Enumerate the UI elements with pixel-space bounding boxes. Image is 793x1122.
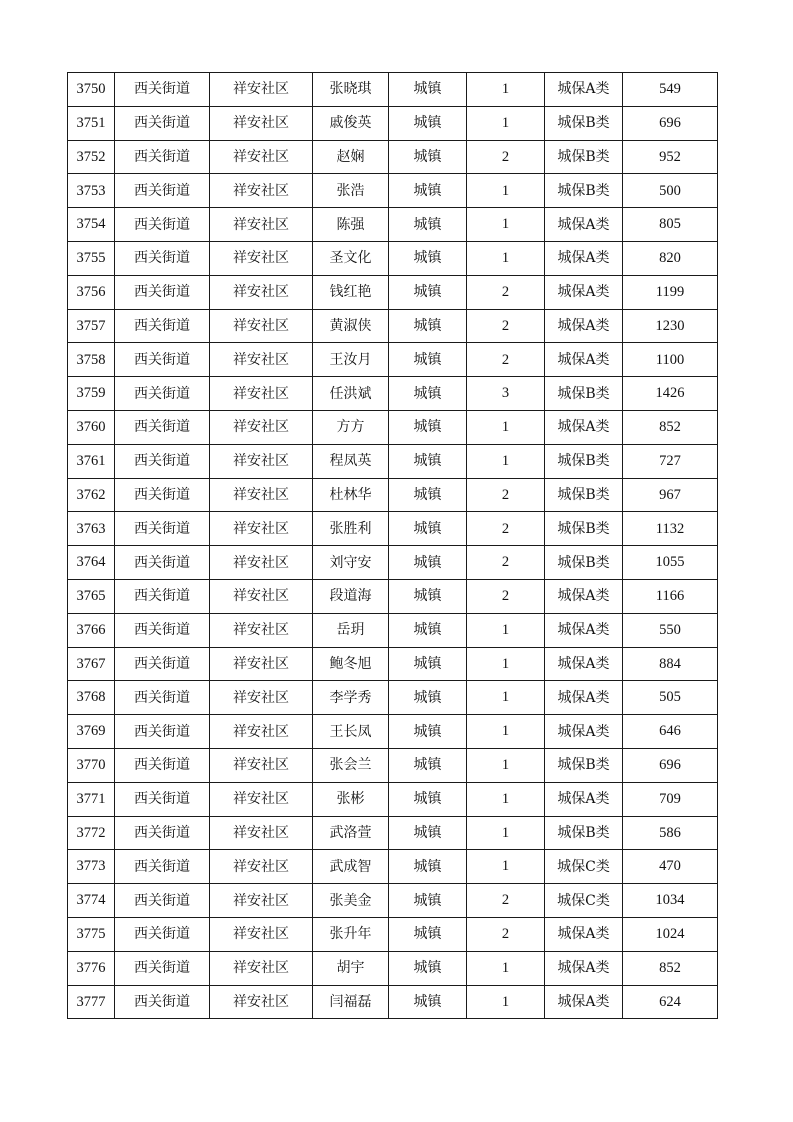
- area-type-cell: 城镇: [389, 884, 467, 918]
- community-cell: 祥安社区: [210, 647, 313, 681]
- household-size-cell: 2: [467, 343, 545, 377]
- area-type-cell: 城镇: [389, 309, 467, 343]
- insurance-category-cell: 城保B类: [545, 377, 623, 411]
- serial-number-cell: 3767: [68, 647, 115, 681]
- area-type-cell: 城镇: [389, 241, 467, 275]
- community-cell: 祥安社区: [210, 850, 313, 884]
- area-type-cell: 城镇: [389, 174, 467, 208]
- subdistrict-cell: 西关街道: [115, 917, 210, 951]
- subdistrict-cell: 西关街道: [115, 613, 210, 647]
- insurance-category-cell: 城保A类: [545, 579, 623, 613]
- table-row: [68, 478, 718, 512]
- serial-number-cell: 3764: [68, 546, 115, 580]
- amount-cell: 550: [623, 613, 718, 647]
- amount-cell: 696: [623, 106, 718, 140]
- table-row: [68, 715, 718, 749]
- insurance-category-cell: 城保A类: [545, 241, 623, 275]
- community-cell: 祥安社区: [210, 140, 313, 174]
- name-cell: 张会兰: [313, 748, 389, 782]
- amount-cell: 646: [623, 715, 718, 749]
- area-type-cell: 城镇: [389, 140, 467, 174]
- community-cell: 祥安社区: [210, 816, 313, 850]
- area-type-cell: 城镇: [389, 951, 467, 985]
- name-cell: 鲍冬旭: [313, 647, 389, 681]
- insurance-category-cell: 城保A类: [545, 343, 623, 377]
- table-row: [68, 748, 718, 782]
- table-row: [68, 917, 718, 951]
- amount-cell: 820: [623, 241, 718, 275]
- subdistrict-cell: 西关街道: [115, 647, 210, 681]
- insurance-category-cell: 城保B类: [545, 816, 623, 850]
- name-cell: 段道海: [313, 579, 389, 613]
- area-type-cell: 城镇: [389, 850, 467, 884]
- name-cell: 王长凤: [313, 715, 389, 749]
- household-size-cell: 1: [467, 241, 545, 275]
- subdistrict-cell: 西关街道: [115, 985, 210, 1019]
- community-cell: 祥安社区: [210, 917, 313, 951]
- subdistrict-cell: 西关街道: [115, 546, 210, 580]
- serial-number-cell: 3756: [68, 275, 115, 309]
- household-size-cell: 1: [467, 816, 545, 850]
- name-cell: 张胜利: [313, 512, 389, 546]
- household-size-cell: 3: [467, 377, 545, 411]
- community-cell: 祥安社区: [210, 174, 313, 208]
- table-row: [68, 850, 718, 884]
- name-cell: 刘守安: [313, 546, 389, 580]
- name-cell: 程凤英: [313, 444, 389, 478]
- insurance-category-cell: 城保A类: [545, 951, 623, 985]
- insurance-category-cell: 城保A类: [545, 208, 623, 242]
- area-type-cell: 城镇: [389, 782, 467, 816]
- subdistrict-cell: 西关街道: [115, 850, 210, 884]
- community-cell: 祥安社区: [210, 985, 313, 1019]
- subdistrict-cell: 西关街道: [115, 241, 210, 275]
- community-cell: 祥安社区: [210, 884, 313, 918]
- serial-number-cell: 3770: [68, 748, 115, 782]
- name-cell: 张彬: [313, 782, 389, 816]
- name-cell: 武洛萱: [313, 816, 389, 850]
- household-size-cell: 2: [467, 140, 545, 174]
- amount-cell: 624: [623, 985, 718, 1019]
- subdistrict-cell: 西关街道: [115, 512, 210, 546]
- area-type-cell: 城镇: [389, 478, 467, 512]
- amount-cell: 1166: [623, 579, 718, 613]
- area-type-cell: 城镇: [389, 681, 467, 715]
- subdistrict-cell: 西关街道: [115, 140, 210, 174]
- table-row: [68, 140, 718, 174]
- serial-number-cell: 3762: [68, 478, 115, 512]
- community-cell: 祥安社区: [210, 951, 313, 985]
- amount-cell: 1055: [623, 546, 718, 580]
- subdistrict-cell: 西关街道: [115, 377, 210, 411]
- subdistrict-cell: 西关街道: [115, 951, 210, 985]
- community-cell: 祥安社区: [210, 241, 313, 275]
- insurance-category-cell: 城保C类: [545, 850, 623, 884]
- amount-cell: 1426: [623, 377, 718, 411]
- serial-number-cell: 3754: [68, 208, 115, 242]
- community-cell: 祥安社区: [210, 681, 313, 715]
- household-size-cell: 1: [467, 73, 545, 107]
- household-size-cell: 1: [467, 715, 545, 749]
- subdistrict-cell: 西关街道: [115, 275, 210, 309]
- subdistrict-cell: 西关街道: [115, 681, 210, 715]
- insurance-category-cell: 城保A类: [545, 715, 623, 749]
- insurance-category-cell: 城保B类: [545, 512, 623, 546]
- household-size-cell: 1: [467, 410, 545, 444]
- area-type-cell: 城镇: [389, 715, 467, 749]
- area-type-cell: 城镇: [389, 106, 467, 140]
- serial-number-cell: 3755: [68, 241, 115, 275]
- household-size-cell: 2: [467, 478, 545, 512]
- amount-cell: 1024: [623, 917, 718, 951]
- community-cell: 祥安社区: [210, 377, 313, 411]
- serial-number-cell: 3774: [68, 884, 115, 918]
- insurance-category-cell: 城保B类: [545, 748, 623, 782]
- community-cell: 祥安社区: [210, 748, 313, 782]
- household-size-cell: 1: [467, 174, 545, 208]
- community-cell: 祥安社区: [210, 782, 313, 816]
- table-row: [68, 512, 718, 546]
- serial-number-cell: 3761: [68, 444, 115, 478]
- amount-cell: 500: [623, 174, 718, 208]
- table-row: [68, 444, 718, 478]
- household-size-cell: 1: [467, 748, 545, 782]
- subdistrict-cell: 西关街道: [115, 715, 210, 749]
- serial-number-cell: 3766: [68, 613, 115, 647]
- community-cell: 祥安社区: [210, 444, 313, 478]
- household-size-cell: 1: [467, 444, 545, 478]
- community-cell: 祥安社区: [210, 478, 313, 512]
- serial-number-cell: 3758: [68, 343, 115, 377]
- table-row: [68, 377, 718, 411]
- serial-number-cell: 3752: [68, 140, 115, 174]
- area-type-cell: 城镇: [389, 343, 467, 377]
- subdistrict-cell: 西关街道: [115, 782, 210, 816]
- name-cell: 胡宇: [313, 951, 389, 985]
- insurance-category-cell: 城保A类: [545, 309, 623, 343]
- household-size-cell: 1: [467, 850, 545, 884]
- serial-number-cell: 3757: [68, 309, 115, 343]
- serial-number-cell: 3775: [68, 917, 115, 951]
- table-row: [68, 174, 718, 208]
- name-cell: 武成智: [313, 850, 389, 884]
- table-row: [68, 782, 718, 816]
- amount-cell: 1034: [623, 884, 718, 918]
- amount-cell: 549: [623, 73, 718, 107]
- name-cell: 圣文化: [313, 241, 389, 275]
- insurance-category-cell: 城保C类: [545, 884, 623, 918]
- table-row: [68, 343, 718, 377]
- serial-number-cell: 3750: [68, 73, 115, 107]
- serial-number-cell: 3769: [68, 715, 115, 749]
- subdistrict-cell: 西关街道: [115, 884, 210, 918]
- name-cell: 张晓琪: [313, 73, 389, 107]
- table-row: [68, 208, 718, 242]
- serial-number-cell: 3760: [68, 410, 115, 444]
- household-size-cell: 1: [467, 613, 545, 647]
- insurance-category-cell: 城保A类: [545, 985, 623, 1019]
- table-row: [68, 106, 718, 140]
- community-cell: 祥安社区: [210, 275, 313, 309]
- amount-cell: 1100: [623, 343, 718, 377]
- subdistrict-cell: 西关街道: [115, 579, 210, 613]
- household-size-cell: 2: [467, 275, 545, 309]
- household-size-cell: 2: [467, 917, 545, 951]
- subdistrict-cell: 西关街道: [115, 73, 210, 107]
- household-size-cell: 2: [467, 579, 545, 613]
- amount-cell: 952: [623, 140, 718, 174]
- area-type-cell: 城镇: [389, 816, 467, 850]
- amount-cell: 805: [623, 208, 718, 242]
- household-size-cell: 1: [467, 647, 545, 681]
- household-size-cell: 1: [467, 782, 545, 816]
- subdistrict-cell: 西关街道: [115, 748, 210, 782]
- community-cell: 祥安社区: [210, 106, 313, 140]
- insurance-category-cell: 城保A类: [545, 681, 623, 715]
- table-row: [68, 681, 718, 715]
- community-cell: 祥安社区: [210, 546, 313, 580]
- amount-cell: 727: [623, 444, 718, 478]
- table-row: [68, 275, 718, 309]
- subdistrict-cell: 西关街道: [115, 208, 210, 242]
- amount-cell: 586: [623, 816, 718, 850]
- household-size-cell: 1: [467, 208, 545, 242]
- amount-cell: 884: [623, 647, 718, 681]
- name-cell: 闫福磊: [313, 985, 389, 1019]
- amount-cell: 505: [623, 681, 718, 715]
- household-size-cell: 1: [467, 951, 545, 985]
- name-cell: 张升年: [313, 917, 389, 951]
- name-cell: 李学秀: [313, 681, 389, 715]
- household-size-cell: 2: [467, 884, 545, 918]
- amount-cell: 1132: [623, 512, 718, 546]
- amount-cell: 967: [623, 478, 718, 512]
- community-cell: 祥安社区: [210, 715, 313, 749]
- serial-number-cell: 3763: [68, 512, 115, 546]
- record-table: [67, 72, 718, 1019]
- household-size-cell: 2: [467, 512, 545, 546]
- name-cell: 钱红艳: [313, 275, 389, 309]
- area-type-cell: 城镇: [389, 917, 467, 951]
- table-row: [68, 579, 718, 613]
- name-cell: 杜林华: [313, 478, 389, 512]
- area-type-cell: 城镇: [389, 512, 467, 546]
- serial-number-cell: 3777: [68, 985, 115, 1019]
- household-size-cell: 2: [467, 546, 545, 580]
- insurance-category-cell: 城保A类: [545, 275, 623, 309]
- subdistrict-cell: 西关街道: [115, 478, 210, 512]
- name-cell: 黄淑侠: [313, 309, 389, 343]
- amount-cell: 696: [623, 748, 718, 782]
- community-cell: 祥安社区: [210, 73, 313, 107]
- area-type-cell: 城镇: [389, 73, 467, 107]
- subdistrict-cell: 西关街道: [115, 410, 210, 444]
- community-cell: 祥安社区: [210, 343, 313, 377]
- serial-number-cell: 3771: [68, 782, 115, 816]
- insurance-category-cell: 城保B类: [545, 478, 623, 512]
- subdistrict-cell: 西关街道: [115, 174, 210, 208]
- area-type-cell: 城镇: [389, 275, 467, 309]
- household-size-cell: 1: [467, 106, 545, 140]
- amount-cell: 709: [623, 782, 718, 816]
- insurance-category-cell: 城保B类: [545, 174, 623, 208]
- insurance-category-cell: 城保A类: [545, 647, 623, 681]
- amount-cell: 852: [623, 951, 718, 985]
- amount-cell: 1230: [623, 309, 718, 343]
- table-row: [68, 73, 718, 107]
- serial-number-cell: 3773: [68, 850, 115, 884]
- subdistrict-cell: 西关街道: [115, 444, 210, 478]
- serial-number-cell: 3751: [68, 106, 115, 140]
- table-row: [68, 309, 718, 343]
- area-type-cell: 城镇: [389, 985, 467, 1019]
- area-type-cell: 城镇: [389, 208, 467, 242]
- amount-cell: 470: [623, 850, 718, 884]
- community-cell: 祥安社区: [210, 208, 313, 242]
- insurance-category-cell: 城保A类: [545, 917, 623, 951]
- area-type-cell: 城镇: [389, 444, 467, 478]
- insurance-category-cell: 城保B类: [545, 106, 623, 140]
- serial-number-cell: 3765: [68, 579, 115, 613]
- table-row: [68, 884, 718, 918]
- amount-cell: 852: [623, 410, 718, 444]
- insurance-category-cell: 城保A类: [545, 782, 623, 816]
- serial-number-cell: 3753: [68, 174, 115, 208]
- serial-number-cell: 3768: [68, 681, 115, 715]
- table-row: [68, 951, 718, 985]
- area-type-cell: 城镇: [389, 410, 467, 444]
- subdistrict-cell: 西关街道: [115, 343, 210, 377]
- subdistrict-cell: 西关街道: [115, 309, 210, 343]
- name-cell: 张浩: [313, 174, 389, 208]
- insurance-category-cell: 城保B类: [545, 140, 623, 174]
- table-row: [68, 985, 718, 1019]
- community-cell: 祥安社区: [210, 309, 313, 343]
- table-row: [68, 546, 718, 580]
- name-cell: 戚俊英: [313, 106, 389, 140]
- household-size-cell: 2: [467, 309, 545, 343]
- community-cell: 祥安社区: [210, 512, 313, 546]
- area-type-cell: 城镇: [389, 613, 467, 647]
- serial-number-cell: 3776: [68, 951, 115, 985]
- table-row: [68, 241, 718, 275]
- household-size-cell: 1: [467, 681, 545, 715]
- insurance-category-cell: 城保A类: [545, 73, 623, 107]
- area-type-cell: 城镇: [389, 748, 467, 782]
- record-table-body: [68, 73, 718, 1019]
- serial-number-cell: 3772: [68, 816, 115, 850]
- subdistrict-cell: 西关街道: [115, 816, 210, 850]
- insurance-category-cell: 城保B类: [545, 546, 623, 580]
- name-cell: 张美金: [313, 884, 389, 918]
- name-cell: 陈强: [313, 208, 389, 242]
- table-row: [68, 410, 718, 444]
- community-cell: 祥安社区: [210, 579, 313, 613]
- table-row: [68, 647, 718, 681]
- name-cell: 赵娴: [313, 140, 389, 174]
- household-size-cell: 1: [467, 985, 545, 1019]
- insurance-category-cell: 城保A类: [545, 613, 623, 647]
- area-type-cell: 城镇: [389, 647, 467, 681]
- community-cell: 祥安社区: [210, 410, 313, 444]
- subdistrict-cell: 西关街道: [115, 106, 210, 140]
- area-type-cell: 城镇: [389, 377, 467, 411]
- insurance-category-cell: 城保B类: [545, 444, 623, 478]
- name-cell: 王汝月: [313, 343, 389, 377]
- table-row: [68, 816, 718, 850]
- area-type-cell: 城镇: [389, 546, 467, 580]
- name-cell: 岳玥: [313, 613, 389, 647]
- area-type-cell: 城镇: [389, 579, 467, 613]
- amount-cell: 1199: [623, 275, 718, 309]
- serial-number-cell: 3759: [68, 377, 115, 411]
- table-row: [68, 613, 718, 647]
- name-cell: 方方: [313, 410, 389, 444]
- insurance-category-cell: 城保A类: [545, 410, 623, 444]
- name-cell: 任洪斌: [313, 377, 389, 411]
- community-cell: 祥安社区: [210, 613, 313, 647]
